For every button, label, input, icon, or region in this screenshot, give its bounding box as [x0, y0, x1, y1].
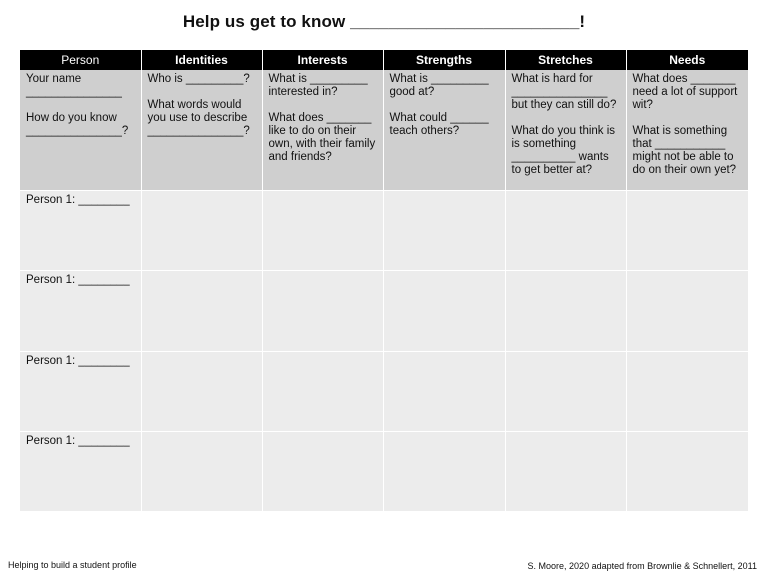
entry-cell-identities[interactable] [141, 431, 262, 511]
column-header-identities: Identities [141, 50, 262, 70]
entry-cell-interests[interactable] [262, 351, 383, 431]
entry-cell-identities[interactable] [141, 191, 262, 271]
entry-cell-needs[interactable] [626, 351, 748, 431]
column-header-interests: Interests [262, 50, 383, 70]
entry-cell-stretches[interactable] [505, 191, 626, 271]
prompt-text: What is _________ good at? [389, 73, 489, 98]
prompt-row [20, 70, 748, 191]
page-title: Help us get to know ________________________! [182, 12, 586, 31]
entry-cell-needs[interactable] [626, 271, 748, 351]
entry-cell-strengths[interactable] [383, 351, 505, 431]
entry-cell-interests[interactable] [262, 271, 383, 351]
prompt-text: _______________? [147, 125, 250, 137]
column-header-needs: Needs [626, 50, 748, 70]
entry-cell-interests[interactable] [262, 431, 383, 511]
prompt-text: _______________ [26, 86, 122, 98]
prompt-cell-identities [141, 70, 262, 191]
entry-cell-identities[interactable] [141, 351, 262, 431]
prompt-text: What could ______ teach others? [389, 112, 489, 137]
prompt-text: What is hard for _______________ [511, 73, 608, 98]
prompt-text: _______________? [26, 125, 129, 137]
person-label: Person 1: ________ [20, 191, 141, 271]
prompt-cell-needs [626, 70, 748, 191]
prompt-cell-interests [262, 70, 383, 191]
prompt-text: What is something that ___________ might not be able to do on their own yet? [632, 125, 737, 176]
entry-cell-strengths[interactable] [383, 191, 505, 271]
person-row [20, 271, 748, 351]
column-header-stretches: Stretches [505, 50, 626, 70]
prompt-text: What does _______ need a lot of support wit? [632, 73, 738, 111]
person-row [20, 431, 748, 511]
person-row [20, 351, 748, 431]
prompt-text: What is _________ interested in? [268, 73, 368, 98]
prompt-text: What does _______ like to do on their own, with their family and friends? [268, 112, 376, 163]
prompt-cell-strengths [383, 70, 505, 191]
footer-attribution: S. Moore, 2020 adapted from Brownlie & Schnellert, 2011 [527, 561, 757, 571]
prompt-text: Who is _________? [147, 73, 250, 85]
entry-cell-stretches[interactable] [505, 271, 626, 351]
entry-cell-stretches[interactable] [505, 351, 626, 431]
prompt-text: What words would you use to describe [147, 99, 248, 124]
person-row [20, 191, 748, 271]
entry-cell-needs[interactable] [626, 191, 748, 271]
entry-cell-interests[interactable] [262, 191, 383, 271]
prompt-text: How do you know [26, 112, 117, 124]
student-profile-table [20, 50, 748, 512]
entry-cell-strengths[interactable] [383, 431, 505, 511]
header-row [20, 50, 748, 70]
footer-caption: Helping to build a student profile [8, 560, 137, 570]
entry-cell-stretches[interactable] [505, 431, 626, 511]
column-header-person: Person [20, 50, 141, 70]
person-label: Person 1: ________ [20, 431, 141, 511]
prompt-text: What do you think is is something __________ wants to get better at? [511, 125, 616, 176]
column-header-strengths: Strengths [383, 50, 505, 70]
entry-cell-needs[interactable] [626, 431, 748, 511]
entry-cell-identities[interactable] [141, 271, 262, 351]
prompt-cell-stretches [505, 70, 626, 191]
person-label: Person 1: ________ [20, 351, 141, 431]
person-label: Person 1: ________ [20, 271, 141, 351]
prompt-cell-person [20, 70, 141, 191]
prompt-text: Your name [26, 73, 82, 85]
prompt-text: but they can still do? [511, 99, 617, 111]
entry-cell-strengths[interactable] [383, 271, 505, 351]
